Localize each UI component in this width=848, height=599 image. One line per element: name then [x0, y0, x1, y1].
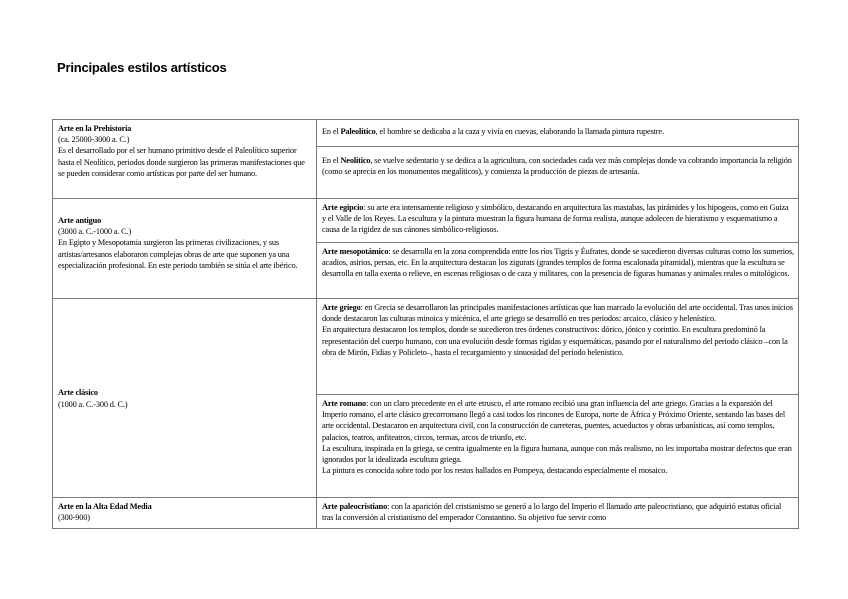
style-term: Arte egipcio	[322, 203, 364, 212]
style-term: Arte romano	[322, 399, 367, 408]
table-row	[53, 120, 799, 147]
period-heading: Arte clásico	[58, 388, 98, 398]
table-cell-style	[317, 395, 799, 498]
period-heading: Arte en la Alta Edad Media	[58, 502, 152, 511]
style-description-extra: La escultura, inspirada en la griega, se centra igualmente en la figura humana, aunque con más realismo, no les importaba mostrar defectos que eran ignorados por la idealizada escultura griega.	[322, 443, 792, 465]
table-row	[53, 299, 799, 395]
table-cell-period	[53, 120, 317, 199]
style-description-extra: La pintura es conocida sobre todo por los restos hallados en Pompeya, destacando especialmente el mosaico.	[322, 466, 668, 476]
style-term: Paleolítico	[340, 127, 376, 136]
style-description-extra: En arquitectura destacaron los templos, donde se sucedieron tres órdenes constructivos: dórico, jónico y corintio. En escultura predominó la representación del cuerpo humano, con una evolución desde formas rígidas y esquemáticas, pasando por el naturalismo del periodo clásico –con la obra de Mirón, Fidias y Policleto–, hasta el recargamiento y sinuosidad del periodo helenístico.	[322, 325, 788, 357]
period-date: (300-900)	[58, 513, 90, 523]
art-styles-table	[52, 119, 799, 529]
period-heading: Arte en la Prehistoria	[58, 124, 132, 133]
period-heading: Arte antiguo	[58, 216, 102, 225]
style-term: Neolítico	[340, 156, 371, 165]
style-description: : se desarrolla en la zona comprendida entre los ríos Tigris y Éufrates, donde se sucedieron diversas culturas como los sumerios, acadios, asirios, persas, etc. En la arquitectura destacan los zigurats (grandes templos de forma escalonada piramidal), mientras que la escultura se desarrolla en talla exenta o relieve, en escenas religiosas o de caza y militares, con la presencia de figuras humanas y animales reales o mitológicos.	[322, 247, 794, 279]
period-description: En Egipto y Mesopotamia surgieron las primeras civilizaciones, y sus artistas/artesanos elaboraron complejas obras de arte que suponen ya una especialización profesional. En este periodo también se sitúa el arte ibérico.	[58, 238, 298, 270]
style-term: Arte mesopotámico	[322, 247, 389, 256]
table-cell-period	[53, 299, 317, 498]
style-term: Arte paleocristiano	[322, 502, 388, 511]
style-description: : con la aparición del cristianismo se generó a lo largo del Imperio el llamado arte paleocristiano, que adquirió estatus oficial tras la conversión al cristianismo del emperador Constantino. Su objetivo fue servir como	[322, 502, 782, 523]
table-cell-style	[317, 498, 799, 529]
table-cell-style	[317, 243, 799, 299]
style-description: , el hombre se dedicaba a la caza y vivía en cuevas, elaborando la llamada pintura rupestre.	[375, 127, 664, 136]
style-description: : en Grecia se desarrollaron las principales manifestaciones artísticas que han marcado la evolución del arte occidental. Tras unos inicios donde destacaron las culturas minoica y micénica, el arte griego se desarrolló en tres periodos: arcaico, clásico y helenístico.	[322, 303, 793, 324]
table-cell-style: En el Paleolítico, el hombre se dedicaba a la caza y vivía en cuevas, elaborando la llamada pintura rupestre.	[317, 120, 799, 147]
table-cell-style	[317, 299, 799, 395]
style-description: , se vuelve sedentario y se dedica a la agricultura, con sociedades cada vez más complejas donde va cobrando importancia la religión (como se aprecia en los monumentos megalíticos), y comienza la producción de piezas de artesanía.	[322, 156, 792, 177]
style-term: Arte griego	[322, 303, 361, 312]
table-cell-period	[53, 199, 317, 299]
table-cell-style	[317, 199, 799, 243]
table-cell-style: En el Neolítico, se vuelve sedentario y se dedica a la agricultura, con sociedades cada vez más complejas donde va cobrando importancia la religión (como se aprecia en los monumentos megalíticos), y comienza la producción de piezas de artesanía.	[317, 147, 799, 199]
period-date: (3000 a. C.-1000 a. C.)	[58, 227, 132, 237]
period-date: (1000 a. C.-300 d. C.)	[58, 399, 128, 409]
period-date: (ca. 25000-3000 a. C.)	[58, 135, 130, 145]
page-title: Principales estilos artísticos	[57, 60, 227, 75]
table-cell-period	[53, 498, 317, 529]
style-description: : con un claro precedente en el arte etrusco, el arte romano recibió una gran influencia del arte griego. Gracias a la expansión del Imperio romano, el arte clásico grecorromano llegó a casi todos los rincones de Europa, norte de África y Próximo Oriente, sentando las bases del arte occidental. Destacaron en arquitectura civil, con la construcción de carreteras, puentes, acueductos y obras urbanísticas, así como templos, palacios, teatros, anfiteatros, circos, termas, arcos de triunfo, etc.	[322, 399, 785, 442]
style-description: : su arte era intensamente religioso y simbólico, destacando en arquitectura las mastabas, las pirámides y los hipogeos, como en Guiza y el Valle de los Reyes. La escultura y la pintura muestran la figura humana de forma realista, aunque adolecen de hieratismo y esquematismo a causa de la rigidez de sus cánones simbólico-religiosos.	[322, 203, 789, 235]
table-row	[53, 199, 799, 243]
table-row	[53, 498, 799, 529]
period-description: Es el desarrollado por el ser humano primitivo desde el Paleolítico superior hasta el Neolítico, periodos donde surgieron las primeras manifestaciones que se pueden considerar como artísticas por parte del ser humano.	[58, 146, 305, 178]
